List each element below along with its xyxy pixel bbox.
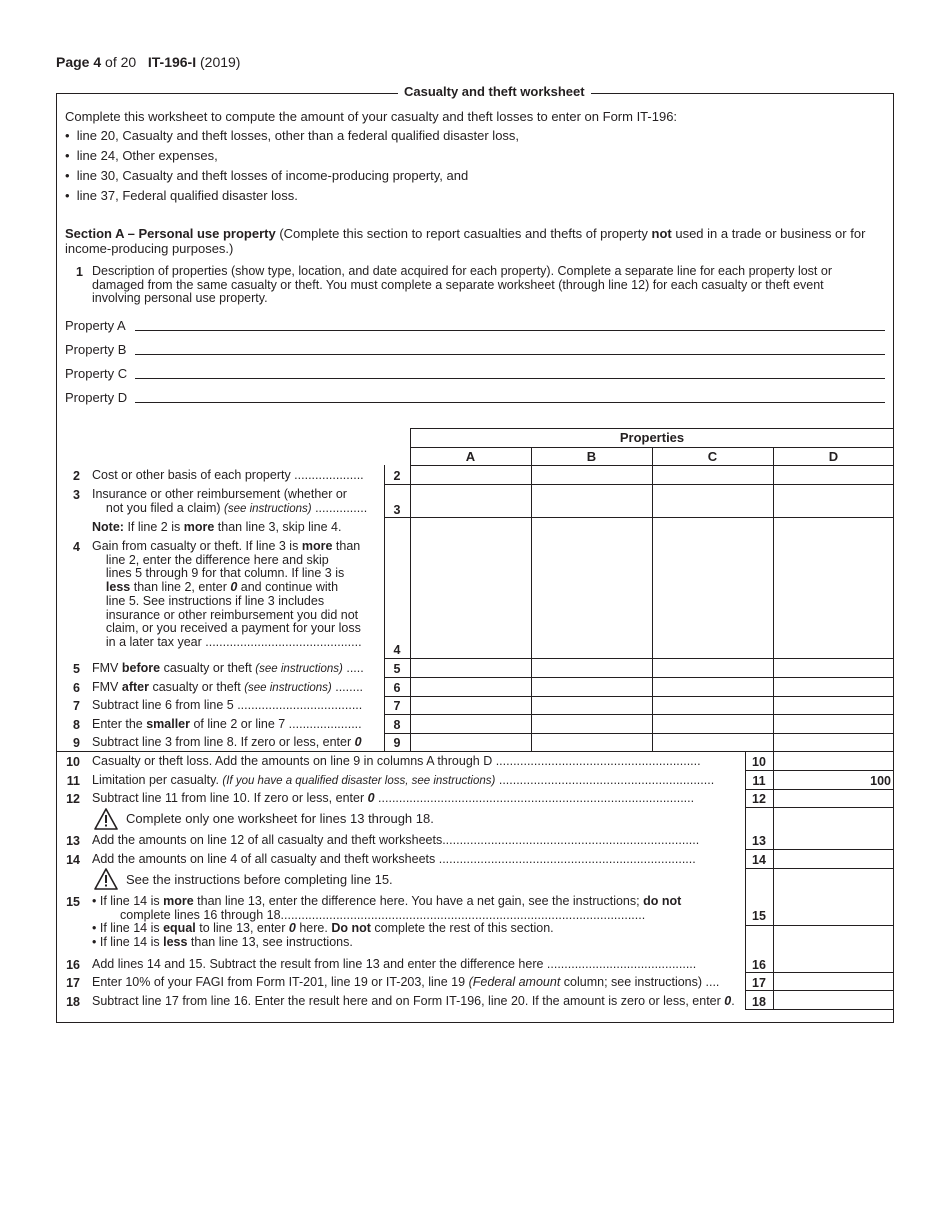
table-rule (745, 868, 894, 869)
table-rule (384, 696, 894, 697)
table-rule (745, 849, 894, 850)
table-vline (531, 447, 532, 751)
line-7-number: 7 (73, 699, 80, 713)
line-17-number: 17 (66, 976, 80, 990)
line-2-box: 2 (393, 469, 401, 483)
table-rule (745, 807, 894, 808)
table-rule (745, 1009, 894, 1010)
intro-bullet: • line 37, Federal qualified disaster loss. (65, 188, 298, 203)
line-5-text: FMV before casualty or theft (see instructions) ..... (92, 661, 364, 675)
line-14-number: 14 (66, 853, 80, 867)
line-14-box: 14 (752, 853, 766, 867)
line-9-box: 9 (393, 736, 401, 750)
line-5-box: 5 (393, 662, 401, 676)
table-rule (410, 658, 894, 659)
section-a-heading: Section A – Personal use property (Complete this section to report casualties and thefts of property not used in a trade or business or for income-producing purposes.) (65, 226, 866, 256)
table-rule (384, 714, 894, 715)
line-11-box: 11 (752, 774, 766, 788)
line-18-box: 18 (752, 995, 766, 1009)
table-rule (56, 751, 894, 752)
properties-header: Properties (619, 430, 685, 445)
page-total: of 20 (105, 54, 137, 70)
line-2-number: 2 (73, 469, 80, 483)
line-16-box: 16 (752, 958, 766, 972)
column-d-header: D (828, 449, 839, 464)
form-year: (2019) (200, 54, 241, 70)
worksheet-title: Casualty and theft worksheet (398, 84, 591, 99)
line-15-box: 15 (752, 909, 766, 923)
line-15-number: 15 (66, 895, 80, 909)
line-7-box: 7 (393, 699, 401, 713)
line-13-text: Add the amounts on line 12 of all casualty and theft worksheets.......................................................................... (92, 834, 700, 847)
intro-text: Complete this worksheet to compute the amount of your casualty and theft losses to enter on Form IT-196: (65, 109, 678, 124)
line-16-number: 16 (66, 958, 80, 972)
property-a-label: Property A (65, 318, 126, 333)
note-text: Note: If line 2 is more than line 3, skip line 4. (92, 520, 342, 534)
table-rule (384, 733, 894, 734)
line-13-number: 13 (66, 834, 80, 848)
intro-bullet: • line 30, Casualty and theft losses of income-producing property, and (65, 168, 469, 183)
line-3-number: 3 (73, 488, 80, 502)
line-9-number: 9 (73, 736, 80, 750)
table-rule (384, 484, 894, 485)
line-11-value: 100 (870, 774, 891, 788)
line-6-number: 6 (73, 681, 80, 695)
line-10-number: 10 (66, 755, 80, 769)
line-10-text: Casualty or theft loss. Add the amounts on line 9 in columns A through D ........................................................... (92, 755, 701, 768)
line-16-text: Add lines 14 and 15. Subtract the result from line 13 and enter the difference here ........................................... (92, 958, 697, 971)
intro-bullet: • line 24, Other expenses, (65, 148, 218, 163)
warning-icon (94, 808, 118, 830)
line-9-text: Subtract line 3 from line 8. If zero or less, enter 0 (92, 735, 362, 749)
line-8-text: Enter the smaller of line 2 or line 7 ..................... (92, 717, 362, 731)
page-header (56, 54, 240, 70)
line-17-text: Enter 10% of your FAGI from Form IT-201, line 19 or IT-203, line 19 (Federal amount column; see instructions) .... (92, 976, 720, 989)
line-6-text: FMV after casualty or theft (see instructions) ........ (92, 680, 364, 694)
property-c-field[interactable] (135, 378, 885, 379)
line-4-box: 4 (393, 643, 401, 657)
line-15-text: • If line 14 is more than line 13, enter the difference here. You have a net gain, see the instructions; do not complete lines 16 through 18......................................................................................................... • If line 14 is equal to line 13, enter 0 here. Do not complete the rest of this section. • If line 14 is less than line 13, see instructions. (92, 894, 682, 950)
column-a-header: A (465, 449, 476, 464)
page-number: 4 (93, 54, 102, 70)
line-8-number: 8 (73, 718, 80, 732)
line-1-number: 1 (76, 265, 83, 279)
line-14-text: Add the amounts on line 4 of all casualty and theft worksheets .......................................................................... (92, 853, 696, 866)
line-18-number: 18 (66, 995, 80, 1009)
line-7-text: Subtract line 6 from line 5 .................................... (92, 698, 363, 712)
line-3-text: Insurance or other reimbursement (whether or not you filed a claim) (see instructions) ............... (92, 487, 368, 515)
line-4-number: 4 (73, 540, 80, 554)
property-b-field[interactable] (135, 354, 885, 355)
property-d-label: Property D (65, 390, 128, 405)
column-b-header: B (586, 449, 597, 464)
line-8-box: 8 (393, 718, 401, 732)
line-12-number: 12 (66, 792, 80, 806)
table-rule (384, 517, 894, 518)
property-d-field[interactable] (135, 402, 885, 403)
warning-1-text: Complete only one worksheet for lines 13 through 18. (126, 811, 434, 826)
warning-2-text: See the instructions before completing line 15. (126, 872, 393, 887)
line-11-number: 11 (66, 774, 80, 788)
table-rule (384, 677, 894, 678)
line-3-box: 3 (393, 503, 401, 517)
table-rule (745, 925, 894, 926)
line-2-text: Cost or other basis of each property .................... (92, 468, 364, 482)
property-b-label: Property B (65, 342, 127, 357)
line-11-text: Limitation per casualty. (If you have a qualified disaster loss, see instructions) .............................................................. (92, 774, 715, 787)
property-a-field[interactable] (135, 330, 885, 331)
property-c-label: Property C (65, 366, 128, 381)
table-rule (745, 990, 894, 991)
line-13-box: 13 (752, 834, 766, 848)
warning-icon (94, 868, 118, 890)
column-c-header: C (707, 449, 718, 464)
table-top-rule (410, 428, 894, 429)
table-rule (745, 972, 894, 973)
line-5-number: 5 (73, 662, 80, 676)
intro-bullet: • line 20, Casualty and theft losses, other than a federal qualified disaster loss, (65, 128, 520, 143)
line-6-box: 6 (393, 681, 401, 695)
table-rule (745, 770, 894, 771)
page-word: Page (56, 54, 90, 70)
line-12-box: 12 (752, 792, 766, 806)
table-vline (410, 428, 411, 751)
line-4-text: Gain from casualty or theft. If line 3 is more than line 2, enter the difference here and skip lines 5 through 9 for that column. If line 3 is less than line 2, enter 0 and continue with line 5. See instructions if line 3 includes insurance or other reimbursement you did not claim, or you received a payment for your loss in a later tax year ............................................. (92, 539, 362, 649)
line-17-box: 17 (752, 976, 766, 990)
table-rule (745, 789, 894, 790)
line-10-box: 10 (752, 755, 766, 769)
table-rule (384, 658, 410, 659)
line-18-text: Subtract line 17 from line 16. Enter the result here and on Form IT-196, line 20. If the amount is zero or less, enter 0. (92, 994, 735, 1008)
table-vline (652, 447, 653, 751)
line-12-text: Subtract line 11 from line 10. If zero or less, enter 0 ........................................................................................... (92, 792, 695, 805)
line-1-text: Description of properties (show type, location, and date acquired for each property). Complete a separate line for each property lost or damaged from the same casualty or theft. You must complete a separate worksheet (through line 12) for each casualty or theft event involving personal use property. (92, 264, 832, 305)
form-id: IT-196-I (147, 54, 197, 70)
